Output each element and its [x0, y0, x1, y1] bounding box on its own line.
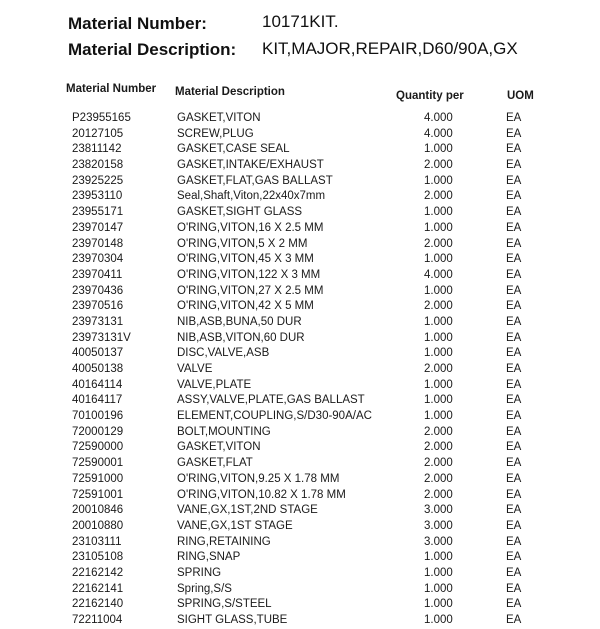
- quantity-cell: 1.000: [424, 253, 453, 266]
- quantity-cell: 1.000: [424, 221, 453, 234]
- uom-cell: EA: [506, 519, 522, 532]
- quantity-cell: 4.000: [424, 268, 453, 281]
- material-number-cell: 20010846: [72, 504, 124, 517]
- material-description-cell: O'RING,VITON,10.82 X 1.78 MM: [177, 488, 346, 501]
- uom-cell: EA: [506, 315, 522, 328]
- material-description-cell: Seal,Shaft,Viton,22x40x7mm: [177, 190, 326, 203]
- uom-cell: EA: [506, 582, 522, 595]
- uom-cell: EA: [506, 504, 522, 517]
- quantity-cell: 1.000: [424, 174, 453, 187]
- table-row: [0, 425, 600, 441]
- quantity-cell: 1.000: [424, 614, 453, 626]
- material-description-cell: O'RING,VITON,45 X 3 MM: [177, 253, 314, 266]
- table-row: [0, 205, 600, 221]
- material-description-cell: RING,SNAP: [177, 551, 241, 564]
- material-number-cell: 40050138: [72, 363, 124, 375]
- quantity-cell: 1.000: [424, 582, 453, 595]
- quantity-cell: 1.000: [424, 284, 453, 297]
- material-number-cell: 22162142: [72, 566, 124, 579]
- uom-cell: EA: [506, 598, 522, 611]
- uom-cell: EA: [506, 143, 522, 156]
- uom-cell: EA: [506, 566, 522, 579]
- material-description-cell: GASKET,SIGHT GLASS: [177, 206, 303, 219]
- material-number-cell: 40164114: [72, 378, 123, 391]
- uom-cell: EA: [506, 174, 522, 187]
- material-number-cell: 23970411: [72, 268, 123, 281]
- material-description-cell: O'RING,VITON,122 X 3 MM: [177, 268, 321, 281]
- material-description-cell: ASSY,VALVE,PLATE,GAS BALLAST: [177, 394, 365, 407]
- material-number-cell: 23955171: [72, 206, 124, 219]
- table-row: [0, 127, 600, 143]
- material-description-cell: GASKET,FLAT: [177, 457, 253, 470]
- table-row: [0, 582, 600, 598]
- quantity-cell: 2.000: [424, 190, 453, 203]
- material-description-cell: O'RING,VITON,9.25 X 1.78 MM: [177, 472, 340, 485]
- column-header-material-number: Material Number: [66, 83, 157, 95]
- uom-cell: EA: [506, 488, 522, 501]
- uom-cell: EA: [506, 331, 522, 344]
- table-row: [0, 503, 600, 519]
- uom-cell: EA: [506, 410, 522, 423]
- material-number-cell: 23973131V: [72, 331, 131, 344]
- quantity-cell: 1.000: [424, 378, 453, 391]
- material-number-cell: 20010880: [72, 519, 124, 532]
- column-header-material-description: Material Description: [175, 86, 285, 98]
- material-description-cell: VALVE: [177, 363, 213, 375]
- quantity-cell: 4.000: [424, 127, 453, 140]
- material-description-cell: O'RING,VITON,5 X 2 MM: [177, 237, 308, 250]
- quantity-cell: 1.000: [424, 331, 453, 344]
- table-row: [0, 378, 600, 394]
- table-row: [0, 456, 600, 472]
- table-row: [0, 472, 600, 488]
- uom-cell: EA: [506, 190, 522, 203]
- material-number-cell: 23925225: [72, 174, 124, 187]
- table-row: [0, 237, 600, 253]
- uom-cell: EA: [506, 347, 522, 360]
- material-number-cell: 23105108: [72, 551, 124, 564]
- material-number-cell: 23970147: [72, 221, 124, 234]
- material-description-cell: SCREW,PLUG: [177, 127, 254, 140]
- material-number-cell: 23811142: [72, 143, 122, 156]
- uom-cell: EA: [506, 472, 522, 485]
- material-number-value: 10171KIT.: [262, 12, 339, 31]
- material-description-cell: ELEMENT,COUPLING,S/D30-90A/AC: [177, 410, 372, 423]
- material-number-cell: 23973131: [72, 315, 124, 328]
- material-description-cell: GASKET,VITON: [177, 441, 261, 454]
- quantity-cell: 3.000: [424, 535, 453, 548]
- uom-cell: EA: [506, 378, 522, 391]
- uom-cell: EA: [506, 535, 522, 548]
- material-description-cell: GASKET,CASE SEAL: [177, 143, 290, 156]
- quantity-cell: 1.000: [424, 394, 453, 407]
- material-number-cell: 22162140: [72, 598, 124, 611]
- column-header-quantity-per: Quantity per: [396, 90, 464, 102]
- material-description-cell: SIGHT GLASS,TUBE: [177, 614, 288, 626]
- material-number-cell: 70100196: [72, 410, 124, 423]
- table-row: [0, 331, 600, 347]
- uom-cell: EA: [506, 284, 522, 297]
- table-row: [0, 315, 600, 331]
- quantity-cell: 1.000: [424, 347, 453, 360]
- uom-cell: EA: [506, 112, 522, 124]
- quantity-cell: 1.000: [424, 551, 453, 564]
- material-number-cell: 23103111: [72, 535, 122, 548]
- column-header-uom: UOM: [507, 90, 534, 102]
- material-number-cell: 23820158: [72, 159, 124, 172]
- table-row: [0, 158, 600, 174]
- quantity-cell: 1.000: [424, 143, 453, 156]
- material-description-cell: SPRING,S/STEEL: [177, 598, 272, 611]
- table-row: [0, 268, 600, 284]
- material-description-cell: NIB,ASB,VITON,60 DUR: [177, 331, 305, 344]
- uom-cell: EA: [506, 237, 522, 250]
- material-number-cell: 72590001: [72, 457, 124, 470]
- table-row: [0, 174, 600, 190]
- material-number-cell: 20127105: [72, 127, 124, 140]
- uom-cell: EA: [506, 127, 522, 140]
- uom-cell: EA: [506, 425, 522, 438]
- material-description-cell: NIB,ASB,BUNA,50 DUR: [177, 315, 302, 328]
- material-description-cell: VALVE,PLATE: [177, 378, 252, 391]
- uom-cell: EA: [506, 268, 522, 281]
- material-number-cell: 72211004: [72, 614, 123, 626]
- quantity-cell: 2.000: [424, 488, 453, 501]
- material-description-cell: O'RING,VITON,27 X 2.5 MM: [177, 284, 324, 297]
- table-row: [0, 613, 600, 629]
- table-row: [0, 519, 600, 535]
- material-number-cell: 72590000: [72, 441, 124, 454]
- quantity-cell: 2.000: [424, 472, 453, 485]
- table-row: [0, 440, 600, 456]
- quantity-cell: 4.000: [424, 112, 453, 124]
- material-number-cell: 23970304: [72, 253, 124, 266]
- material-description-cell: O'RING,VITON,16 X 2.5 MM: [177, 221, 324, 234]
- material-description-cell: GASKET,VITON: [177, 112, 261, 124]
- material-number-cell: 23953110: [72, 190, 123, 203]
- parts-table: [0, 111, 600, 629]
- quantity-cell: 3.000: [424, 504, 453, 517]
- uom-cell: EA: [506, 614, 522, 626]
- quantity-cell: 2.000: [424, 425, 453, 438]
- quantity-cell: 2.000: [424, 441, 453, 454]
- material-number-cell: 40050137: [72, 347, 124, 360]
- material-number-label: Material Number:: [68, 14, 207, 33]
- uom-cell: EA: [506, 221, 522, 234]
- table-row: [0, 488, 600, 504]
- table-row: [0, 535, 600, 551]
- table-row: [0, 346, 600, 362]
- material-description-cell: VANE,GX,1ST STAGE: [177, 519, 293, 532]
- material-number-cell: 23970436: [72, 284, 124, 297]
- uom-cell: EA: [506, 300, 522, 313]
- table-row: [0, 111, 600, 127]
- table-row: [0, 142, 600, 158]
- uom-cell: EA: [506, 394, 522, 407]
- material-description-cell: O'RING,VITON,42 X 5 MM: [177, 300, 314, 313]
- quantity-cell: 1.000: [424, 410, 453, 423]
- material-description-cell: Spring,S/S: [177, 582, 232, 595]
- uom-cell: EA: [506, 253, 522, 266]
- quantity-cell: 2.000: [424, 363, 453, 375]
- material-description-cell: GASKET,INTAKE/EXHAUST: [177, 159, 324, 172]
- table-row: [0, 299, 600, 315]
- table-row: [0, 284, 600, 300]
- material-number-cell: 72591000: [72, 472, 124, 485]
- uom-cell: EA: [506, 159, 522, 172]
- uom-cell: EA: [506, 551, 522, 564]
- material-description-cell: RING,RETAINING: [177, 535, 271, 548]
- material-description-label: Material Description:: [68, 40, 237, 59]
- material-number-cell: 23970516: [72, 300, 124, 313]
- material-description-cell: SPRING: [177, 566, 222, 579]
- table-row: [0, 189, 600, 205]
- material-description-cell: GASKET,FLAT,GAS BALLAST: [177, 174, 333, 187]
- material-number-cell: 72591001: [72, 488, 124, 501]
- table-row: [0, 362, 600, 378]
- material-description-value: KIT,MAJOR,REPAIR,D60/90A,GX: [262, 39, 518, 58]
- quantity-cell: 1.000: [424, 566, 453, 579]
- quantity-cell: 2.000: [424, 159, 453, 172]
- quantity-cell: 2.000: [424, 237, 453, 250]
- quantity-cell: 1.000: [424, 315, 453, 328]
- uom-cell: EA: [506, 363, 522, 375]
- uom-cell: EA: [506, 441, 522, 454]
- material-description-cell: BOLT,MOUNTING: [177, 425, 271, 438]
- material-description-cell: VANE,GX,1ST,2ND STAGE: [177, 504, 318, 517]
- material-number-cell: 22162141: [72, 582, 124, 595]
- table-row: [0, 393, 600, 409]
- material-number-cell: 23970148: [72, 237, 124, 250]
- table-row: [0, 252, 600, 268]
- table-row: [0, 409, 600, 425]
- quantity-cell: 2.000: [424, 300, 453, 313]
- quantity-cell: 2.000: [424, 457, 453, 470]
- material-description-cell: DISC,VALVE,ASB: [177, 347, 270, 360]
- quantity-cell: 1.000: [424, 598, 453, 611]
- quantity-cell: 3.000: [424, 519, 453, 532]
- table-row: [0, 550, 600, 566]
- uom-cell: EA: [506, 457, 522, 470]
- table-row: [0, 566, 600, 582]
- uom-cell: EA: [506, 206, 522, 219]
- material-number-cell: P23955165: [72, 112, 131, 124]
- material-number-cell: 72000129: [72, 425, 124, 438]
- material-number-cell: 40164117: [72, 394, 123, 407]
- table-row: [0, 221, 600, 237]
- quantity-cell: 1.000: [424, 206, 453, 219]
